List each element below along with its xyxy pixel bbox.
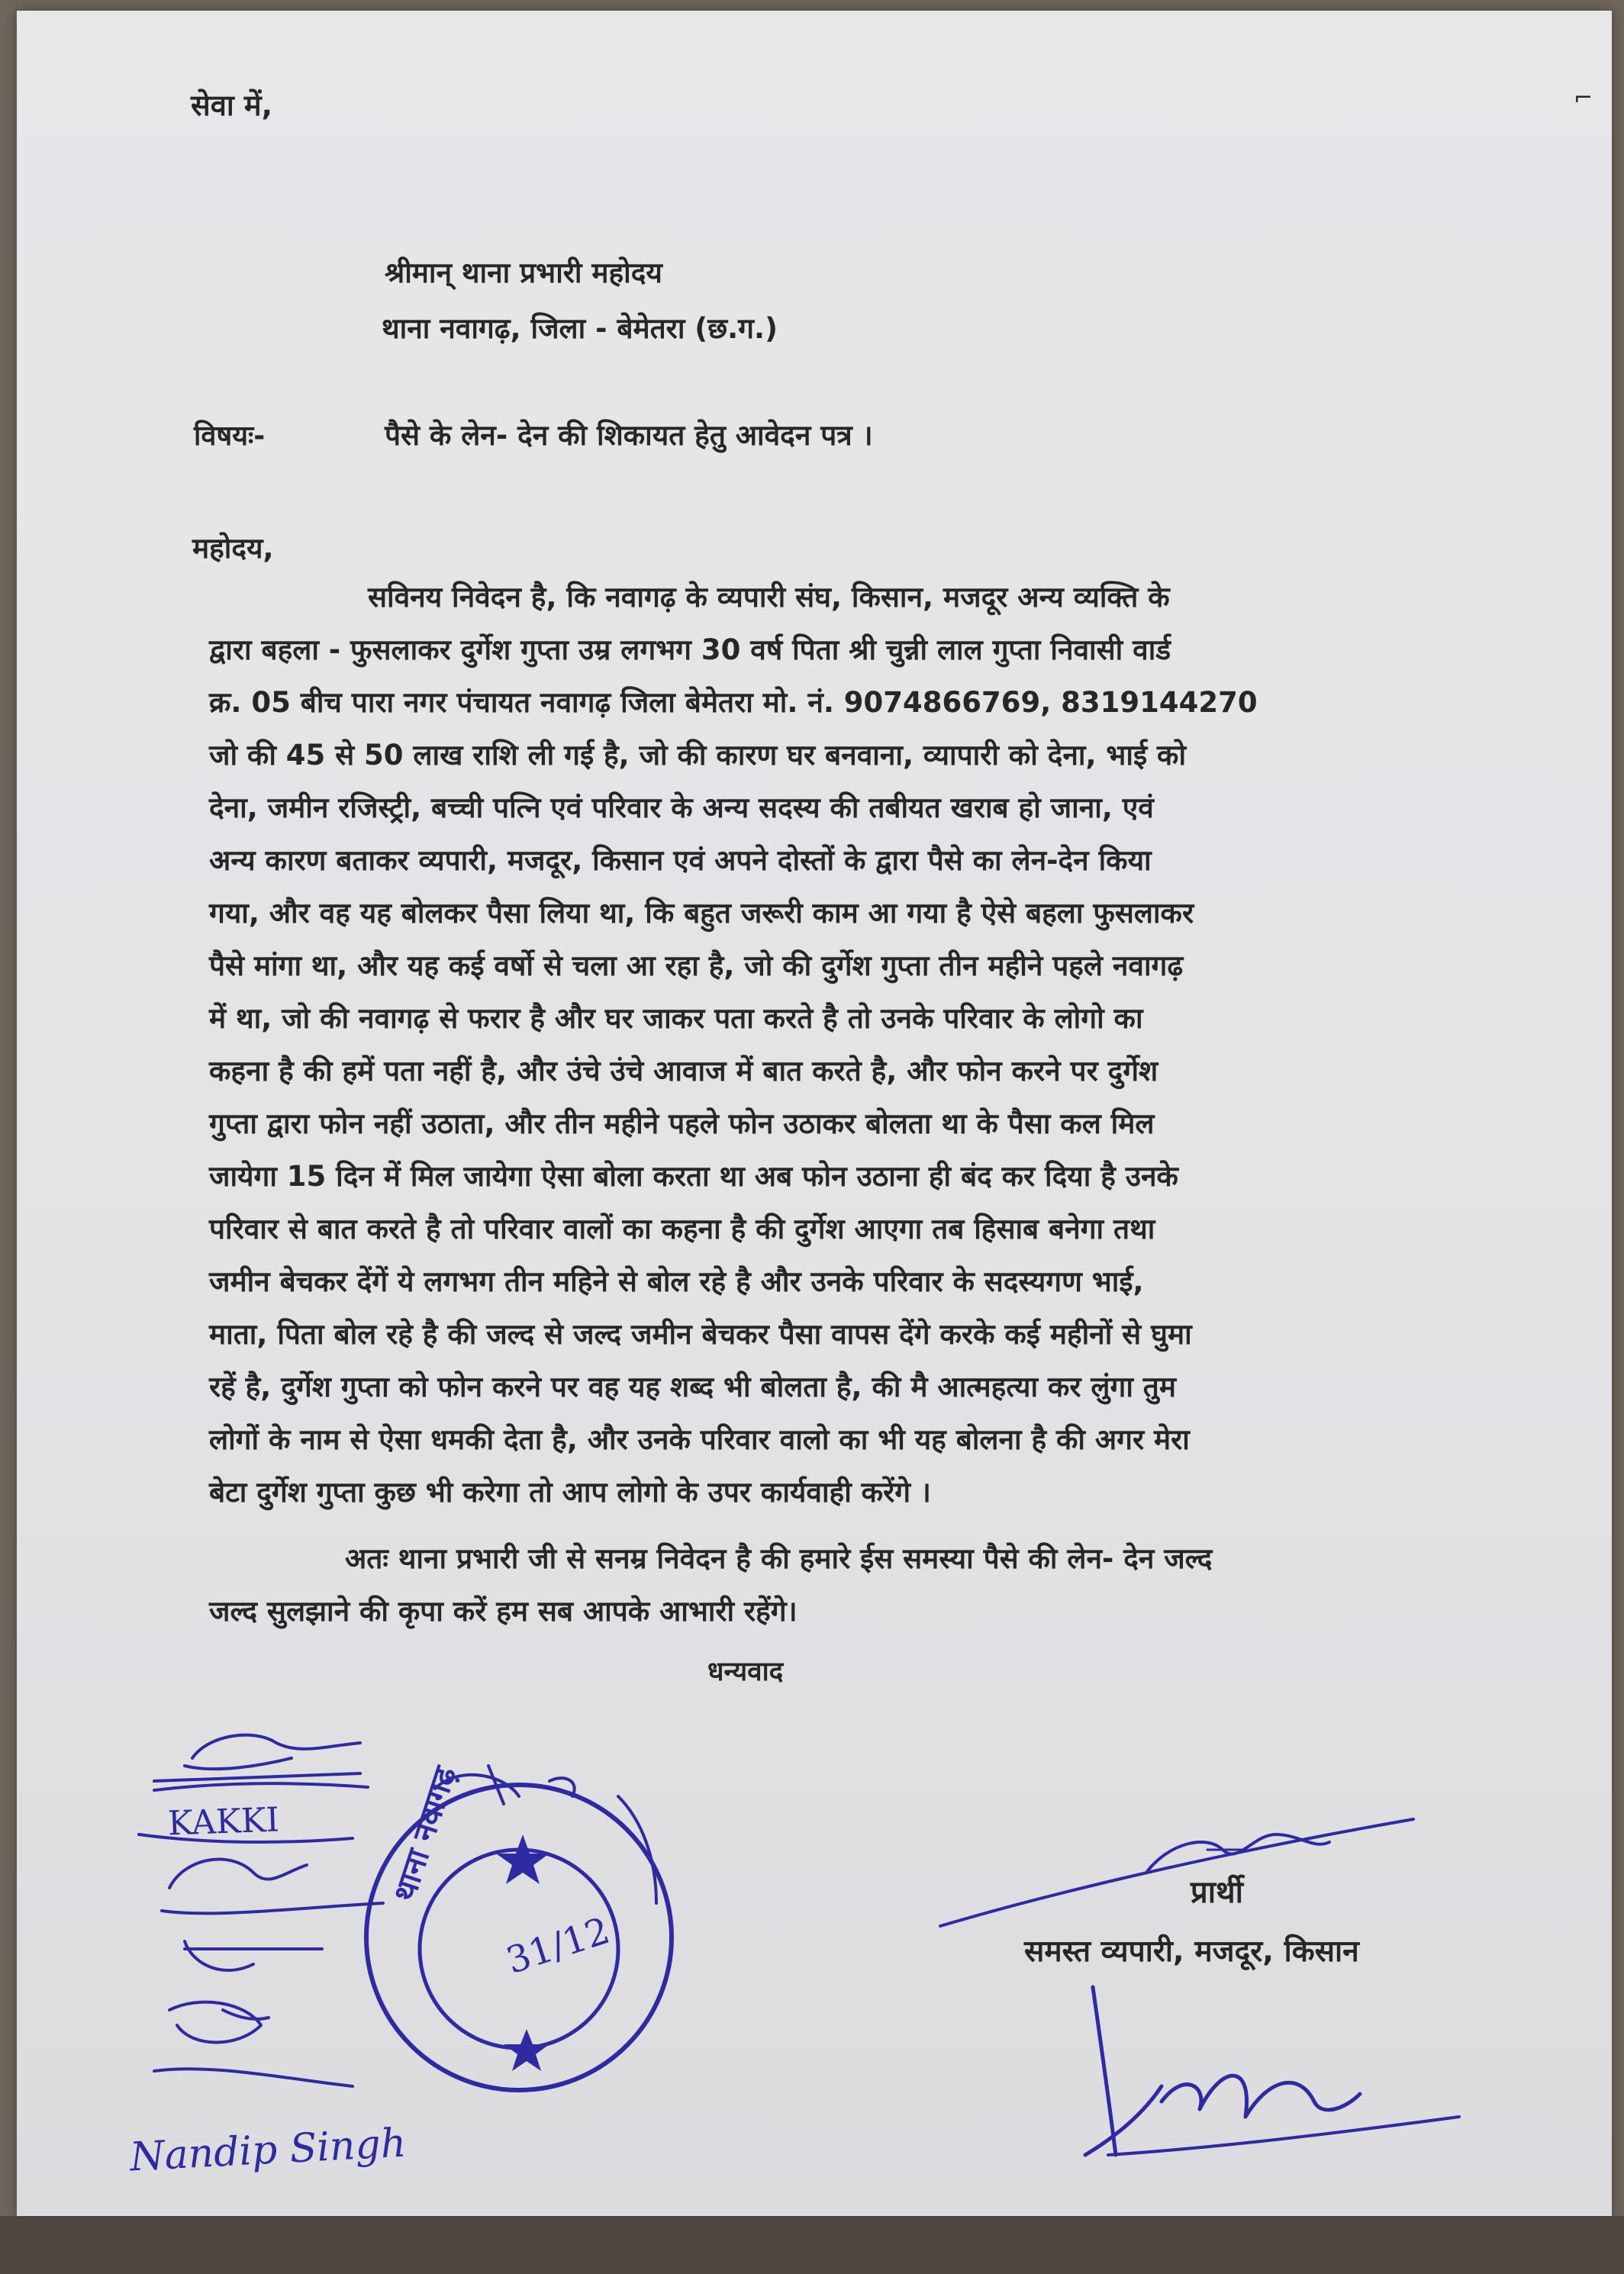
body-line: लोगों के नाम से ऐसा धमकी देता है, और उनके परिवार वालो का भी यह बोलना है की अगर मेरा	[209, 1423, 1190, 1456]
applicant-signature-bottom	[1070, 1979, 1497, 2178]
greeting: महोदय,	[192, 532, 274, 565]
body-line: देना, जमीन रजिस्ट्री, बच्ची पत्नि एवं परिवार के अन्य सदस्य की तबीयत खराब हो जाना, एवं	[209, 791, 1154, 824]
subject-label: विषयः-	[194, 420, 266, 452]
body-line: गुप्ता द्वारा फोन नहीं उठाता, और तीन महीने पहले फोन उठाकर बोलता था के पैसा कल मिल	[209, 1107, 1155, 1140]
body-line: जायेगा 15 दिन में मिल जायेगा ऐसा बोला करता था अब फोन उठाना ही बंद कर दिया है उनके	[209, 1160, 1178, 1193]
letter-page	[17, 11, 1612, 2216]
body-line: द्वारा बहला - फुसलाकर दुर्गेश गुप्ता उम्र लगभग 30 वर्ष पिता श्री चुन्नी लाल गुप्ता निवासी वार्ड	[209, 633, 1171, 666]
police-stamp	[336, 1751, 702, 2117]
body-line: कहना है की हमें पता नहीं है, और उंचे उंचे आवाज में बात करते है, और फोन करने पर दुर्गेश	[209, 1055, 1158, 1087]
stamp-outer-text: थाना नवागढ़	[387, 1762, 464, 1906]
stamp-inner-text: 31/12	[501, 1908, 615, 1983]
handwritten-signature-bottom: Nandip Singh	[128, 2120, 408, 2181]
body-line: में था, जो की नवागढ़ से फरार है और घर जाकर पता करते है तो उनके परिवार के लोगो का	[209, 1002, 1143, 1035]
applicant-signature-top	[917, 1789, 1497, 1941]
body-line: परिवार से बात करते है तो परिवार वालों का कहना है की दुर्गेश आएगा तब हिसाब बनेगा तथा	[209, 1213, 1155, 1245]
applicant-group: समस्त व्यपारी, मजदूर, किसान	[1024, 1934, 1359, 1969]
subject-text: पैसे के लेन- देन की शिकायत हेतु आवेदन पत्र ।	[385, 419, 873, 452]
closing-line: जल्द सुलझाने की कृपा करें हम सब आपके आभारी रहेंगे।	[209, 1595, 798, 1628]
handwritten-kakki: KAKKI	[167, 1800, 280, 1844]
closing-line: अतः थाना प्रभारी जी से सनम्र निवेदन है की हमारे ईस समस्या पैसे की लेन- देन जल्द	[345, 1542, 1213, 1575]
body-line: सविनय निवेदन है, कि नवागढ़ के व्यपारी संघ, किसान, मजदूर अन्य व्यक्ति के	[368, 581, 1170, 614]
body-line: माता, पिता बोल रहे है की जल्द से जल्द जमीन बेचकर पैसा वापस देंगे करके कई महीनों से घुमा	[209, 1318, 1192, 1351]
body-line: क्र. 05 बीच पारा नगर पंचायत नवागढ़ जिला बेमेतरा मो. नं. 9074866769, 8319144270	[209, 686, 1258, 719]
body-line: रहें है, दुर्गेश गुप्ता को फोन करने पर वह यह शब्द भी बोलता है, की मै आत्महत्या कर लुंगा तुम	[209, 1371, 1177, 1403]
body-line: पैसे मांगा था, और यह कई वर्षो से चला आ रहा है, जो की दुर्गेश गुप्ता तीन महीने पहले नवागढ़	[209, 949, 1184, 982]
applicant-label: प्रार्थी	[1191, 1875, 1244, 1910]
body-line: जमीन बेचकर देंगें ये लगभग तीन महिने से बोल रहे है और उनके परिवार के सदस्यगण भाई,	[209, 1265, 1144, 1298]
body-line: गया, और वह यह बोलकर पैसा लिया था, कि बहुत जरूरी काम आ गया है ऐसे बहला फुसलाकर	[209, 897, 1194, 929]
salutation-to: सेवा में,	[191, 89, 273, 122]
recipient-line-1: श्रीमान् थाना प्रभारी महोदय	[385, 256, 662, 289]
body-line: बेटा दुर्गेश गुप्ता कुछ भी करेगा तो आप लोगो के उपर कार्यवाही करेंगे ।	[209, 1476, 931, 1509]
body-line: अन्य कारण बताकर व्यपारी, मजदूर, किसान एवं अपने दोस्तों के द्वारा पैसे का लेन-देन किया	[209, 844, 1152, 877]
body-line: जो की 45 से 50 लाख राशि ली गई है, जो की कारण घर बनवाना, व्यापारी को देना, भाई को	[209, 739, 1187, 771]
table-surface	[0, 2216, 1624, 2274]
recipient-line-2: थाना नवागढ़, जिला - बेमेतरा (छ.ग.)	[382, 312, 778, 345]
corner-mark: ⌐	[1574, 85, 1593, 111]
thanks: धन्यवाद	[707, 1657, 784, 1687]
